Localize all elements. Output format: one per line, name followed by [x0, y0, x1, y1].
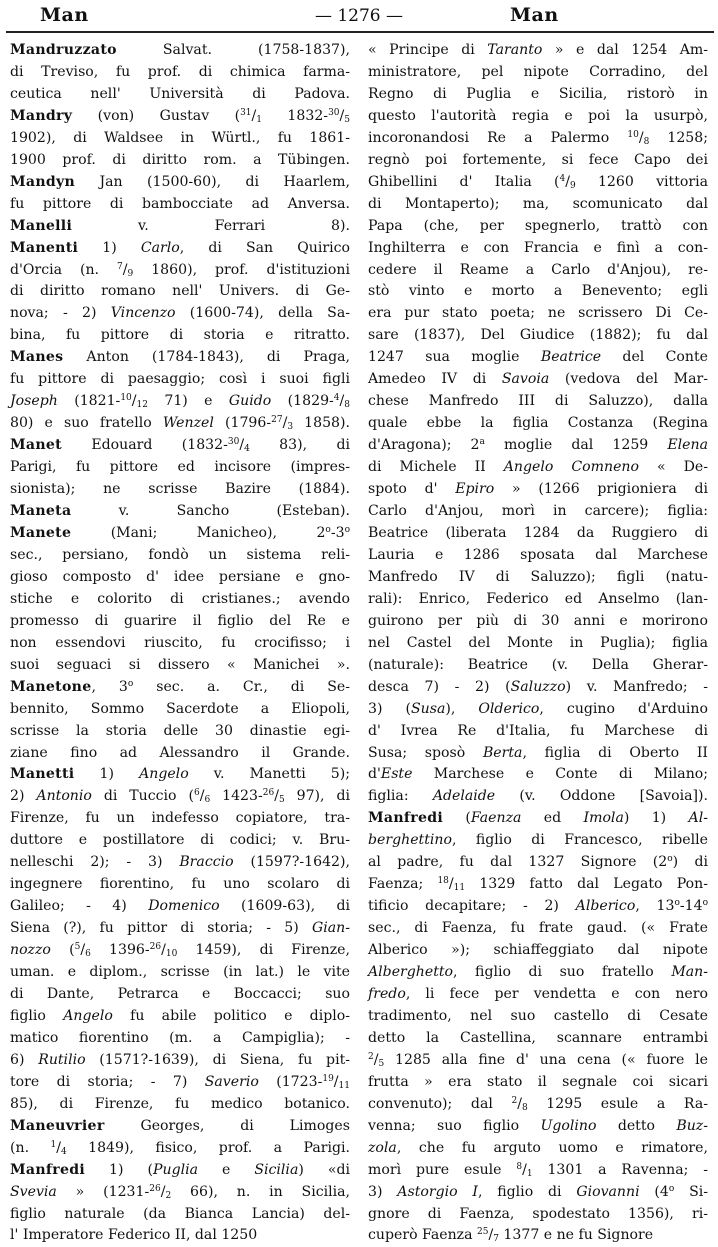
text-line: Manete (Mani; Manicheo), 2$^o$-3$^o$: [10, 524, 350, 541]
text-line: fredo, li fece per vendetta e con nero: [368, 985, 708, 1002]
header-left-keyword: Man: [40, 4, 89, 26]
text-line: matico fiorentino (m. a Campiglia); -: [10, 1029, 350, 1046]
text-line: Mandyn Jan (1500-60), di Haarlem,: [10, 173, 350, 190]
text-line: incoronandosi Re a Palermo $^{10}/_8$ 1258;: [368, 129, 708, 147]
text-line: Galileo; - 4) Domenico (1609-63), di: [10, 898, 351, 915]
text-line: 1900 prof. di diritto rom. a Tübingen.: [10, 151, 350, 168]
text-line: berghettino, figlio di Francesco, ribelle: [368, 832, 708, 849]
text-line: di Michele II Angelo Comneno « De-: [368, 459, 708, 476]
text-line: 2) Antonio di Tuccio ($^6/_6$ $1423-^{26}/_5$ 97), di: [10, 788, 350, 806]
text-line: Mandry (von) Gustav ($^{31}/_1$ $1832-^{30}/_5$: [10, 107, 350, 125]
left-column: [10, 40, 351, 1244]
text-line: Maneta v. Sancho (Esteban).: [10, 503, 350, 520]
text-line: era pur stato poeta; ne scrissero Di Ce-: [368, 305, 708, 322]
text-line: quale ebbe la figlia Costanza (Regina: [368, 415, 708, 432]
text-line: ingegnere fiorentino, fu uno scolaro di: [10, 876, 350, 893]
text-line: 1902), di Waldsee in Würtl., fu 1861-: [10, 129, 350, 146]
text-line: Manenti 1) Carlo, di San Quirico: [10, 239, 350, 256]
text-line: Manfredo IV di Saluzzo); figli (natu-: [368, 568, 708, 585]
text-line: nel Castel del Monte in Puglia); figlia: [368, 634, 708, 651]
text-line: Ghibellini d' Italia ($^4/_9$ 1260 vittoria: [368, 173, 709, 191]
text-line: frutta » era stato il segnale coi sicari: [368, 1073, 708, 1090]
text-line: 80) e suo fratello Wenzel ($1796-^{27}/_3$ 1858).: [10, 415, 350, 433]
text-line: al padre, fu dal 1327 Signore (2$^o$) di: [368, 854, 708, 871]
text-line: di Montaperto); ma, scomunicato dal: [368, 195, 708, 212]
text-line: (naturale): Beatrice (v. Della Gherar-: [368, 656, 708, 673]
text-line: Joseph ($1821-^{10}/_{12}$ 71) e Guido ($1829-^4/_8$: [10, 393, 351, 411]
text-line: Parigi, fu pittore ed incisore (impres-: [10, 459, 350, 476]
text-line: (n. $^1/_4$ 1849), fisico, prof. a Parigi.: [10, 1139, 350, 1157]
text-line: Susa; sposò Berta, figlia di Oberto II: [368, 744, 708, 761]
text-line: Regno di Puglia e Sicilia, ristorò in: [368, 85, 708, 102]
text-line: di Treviso, fu prof. di chimica farma-: [10, 63, 350, 80]
text-line: fu pittore di paesaggio; così i suoi figli: [10, 371, 350, 388]
text-line: d'Aragona); 2$^a$ moglie dal 1259 Elena: [368, 437, 708, 454]
text-line: stò vinto e morto a Benevento; egli: [368, 283, 708, 300]
text-line: ceutica nell' Università di Padova.: [10, 85, 350, 102]
text-line: guirono per più di 30 anni e morirono: [368, 612, 708, 629]
text-line: di Dante, Petrarca e Boccacci; suo: [10, 985, 350, 1002]
text-line: questo l'autorità regia e poi la usurpò,: [368, 107, 708, 124]
text-line: 6) Rutilio (1571?-1639), di Siena, fu pit-: [10, 1051, 350, 1068]
text-line: Lauria e 1286 sposata dal Marchese: [368, 546, 708, 563]
text-line: Inghilterra e con Francia e finì a con-: [368, 239, 708, 256]
text-line: Maneuvrier Georges, di Limoges: [10, 1117, 350, 1134]
text-line: morì pure esule $^8/_1$ 1301 a Ravenna; -: [368, 1161, 708, 1179]
text-line: sec., di Faenza, fu frate gaud. (« Frate: [368, 920, 708, 937]
text-line: Alberghetto, figlio di suo fratello Man-: [368, 964, 708, 981]
text-line: promesso di guarire il figlio del Re e: [10, 612, 350, 629]
text-line: di diritto romano nell' Univers. di Ge-: [10, 283, 350, 300]
text-line: figlia: Adelaide (v. Oddone [Savoia]).: [368, 788, 708, 805]
text-line: figlio naturale (da Bianca Lancia) del-: [10, 1205, 350, 1222]
text-line: tradimento, nel suo castello di Cesate: [368, 1007, 708, 1024]
text-line: $^2/_5$ 1285 alla fine d' una cena (« fuore le: [368, 1051, 708, 1069]
text-line: 1247 sua moglie Beatrice del Conte: [368, 349, 708, 366]
text-line: Papa (che, per spegnerlo, trattò con: [368, 217, 708, 234]
text-line: 3) Astorgio I, figlio di Giovanni (4$^o$ Si-: [368, 1183, 709, 1200]
text-line: nova; - 2) Vincenzo (1600-74), della Sa-: [10, 305, 350, 322]
header-right-keyword: Man: [510, 4, 559, 26]
text-line: gioso composto d' idee persiane e gno-: [10, 568, 350, 585]
text-line: fu pittore di bambocciate ad Anversa.: [10, 195, 350, 212]
text-line: gnore di Faenza, spodestato 1356), ri-: [368, 1205, 708, 1222]
text-line: 3) (Susa), Olderico, cugino d'Arduino: [368, 700, 708, 717]
text-line: Beatrice (liberata 1284 da Ruggiero di: [368, 524, 708, 541]
text-line: Manelli v. Ferrari 8).: [10, 217, 350, 234]
text-line: nozzo ($^5/_6$ $1396-^{26}/_{10}$ 1459), di Firenze,: [10, 942, 350, 960]
text-line: ministratore, pel nipote Corradino, del: [368, 63, 708, 80]
text-line: l' Imperatore Federico II, dal 1250: [10, 1227, 258, 1244]
text-line: d'Este Marchese e Conte di Milano;: [368, 766, 708, 783]
text-line: spoto d' Epiro » (1266 prigioniera di: [368, 481, 708, 498]
page-header: [0, 2, 718, 30]
text-line: Mandruzzato Salvat. (1758-1837),: [10, 42, 350, 58]
text-line: non essendovi riuscito, fu crocifisso; i: [10, 634, 350, 651]
text-line: Carlo d'Anjou, morì in carcere); figlia:: [368, 503, 708, 520]
text-line: « Principe di Taranto » e dal 1254 Am-: [368, 42, 709, 58]
text-line: Manetti 1) Angelo v. Manetti 5);: [10, 766, 350, 783]
text-line: sec., persiano, fondò un sistema reli-: [10, 546, 350, 563]
text-line: cuperò Faenza $^{25}/_7$ 1377 e ne fu Signore: [368, 1227, 654, 1245]
text-line: Alberico »); schiaffeggiato dal nipote: [368, 942, 708, 959]
text-line: zola, che fu arguto uomo e rimatore,: [368, 1139, 708, 1156]
text-line: Manfredi (Faenza ed Imola) 1) Al-: [368, 810, 708, 827]
text-line: 85), di Firenze, fu medico botanico.: [10, 1095, 350, 1112]
text-line: nelleschi 2); - 3) Braccio (1597?-1642),: [10, 854, 350, 871]
text-line: bina, fu pittore di storia e ritratto.: [10, 327, 350, 344]
text-line: venna; suo figlio Ugolino detto Buz-: [368, 1117, 708, 1134]
text-line: ziane fino ad Alessandro il Grande.: [10, 744, 350, 761]
text-line: Siena (?), fu pittor di storia; - 5) Gian-: [10, 920, 350, 937]
text-line: chese Manfredo III di Saluzzo), dalla: [368, 393, 708, 410]
text-line: sionista); ne scrisse Bazire (1884).: [10, 481, 350, 498]
text-line: tificio decapitare; - 2) Alberico, 13$^o$-14$^o$: [368, 898, 708, 915]
text-line: d'Orcia (n. $^7/_9$ 1860), prof. d'istituzioni: [10, 261, 350, 279]
text-line: d' Ivrea Re d'Italia, fu Marchese di: [368, 722, 708, 739]
text-line: bennito, Sommo Sacerdote a Eliopoli,: [10, 700, 350, 717]
text-line: sare (1837), Del Giudice (1882); fu dal: [368, 327, 708, 344]
header-rule: [6, 31, 714, 33]
text-line: stiche e colorito di cristianes.; avendo: [10, 590, 350, 607]
text-line: Firenze, fu un indefesso copiatore, tra-: [10, 810, 350, 827]
text-line: regnò poi fortemente, si fece Capo dei: [368, 151, 708, 168]
text-line: Amedeo IV di Savoia (vedova del Mar-: [368, 371, 708, 388]
text-line: rali): Enrico, Federico ed Anselmo (lan-: [368, 590, 708, 607]
text-line: uman. e diplom., scrisse (in lat.) le vite: [10, 964, 350, 981]
text-line: Manet Edouard ($1832-^{30}/_4$ 83), di: [10, 437, 350, 455]
text-line: suoi seguaci si dissero « Manichei ».: [10, 656, 350, 673]
text-line: detto la Castellina, scannare entrambi: [368, 1029, 708, 1046]
text-line: figlio Angelo fu abile politico e diplo-: [10, 1007, 350, 1024]
right-column: [368, 40, 709, 1245]
text-line: tore di storia; - 7) Saverio ($1723-^{19}/_{11}$: [10, 1073, 350, 1091]
text-line: convenuto); dal $^2/_8$ 1295 esule a Ra-: [368, 1095, 708, 1113]
text-line: Manfredi 1) (Puglia e Sicilia) «di: [10, 1161, 350, 1178]
text-line: duttore e postillatore di codici; v. Bru-: [10, 832, 350, 849]
text-line: Manes Anton (1784-1843), di Praga,: [10, 349, 350, 366]
text-line: Faenza; $^{18}/_{11}$ 1329 fatto dal Legato Pon-: [368, 876, 708, 894]
text-line: Manetone, 3$^o$ sec. a. Cr., di Se-: [10, 678, 350, 695]
page-number: — 1276 —: [314, 6, 404, 26]
text-line: scrisse la storia delle 30 dinastie egi-: [10, 722, 350, 739]
text-line: desca 7) - 2) (Saluzzo) v. Manfredo; -: [368, 678, 708, 695]
text-line: Svevia » ($1231-^{26}/_2$ 66), n. in Sicilia,: [10, 1183, 350, 1201]
text-line: cedere il Reame a Carlo d'Anjou), re-: [368, 261, 708, 278]
